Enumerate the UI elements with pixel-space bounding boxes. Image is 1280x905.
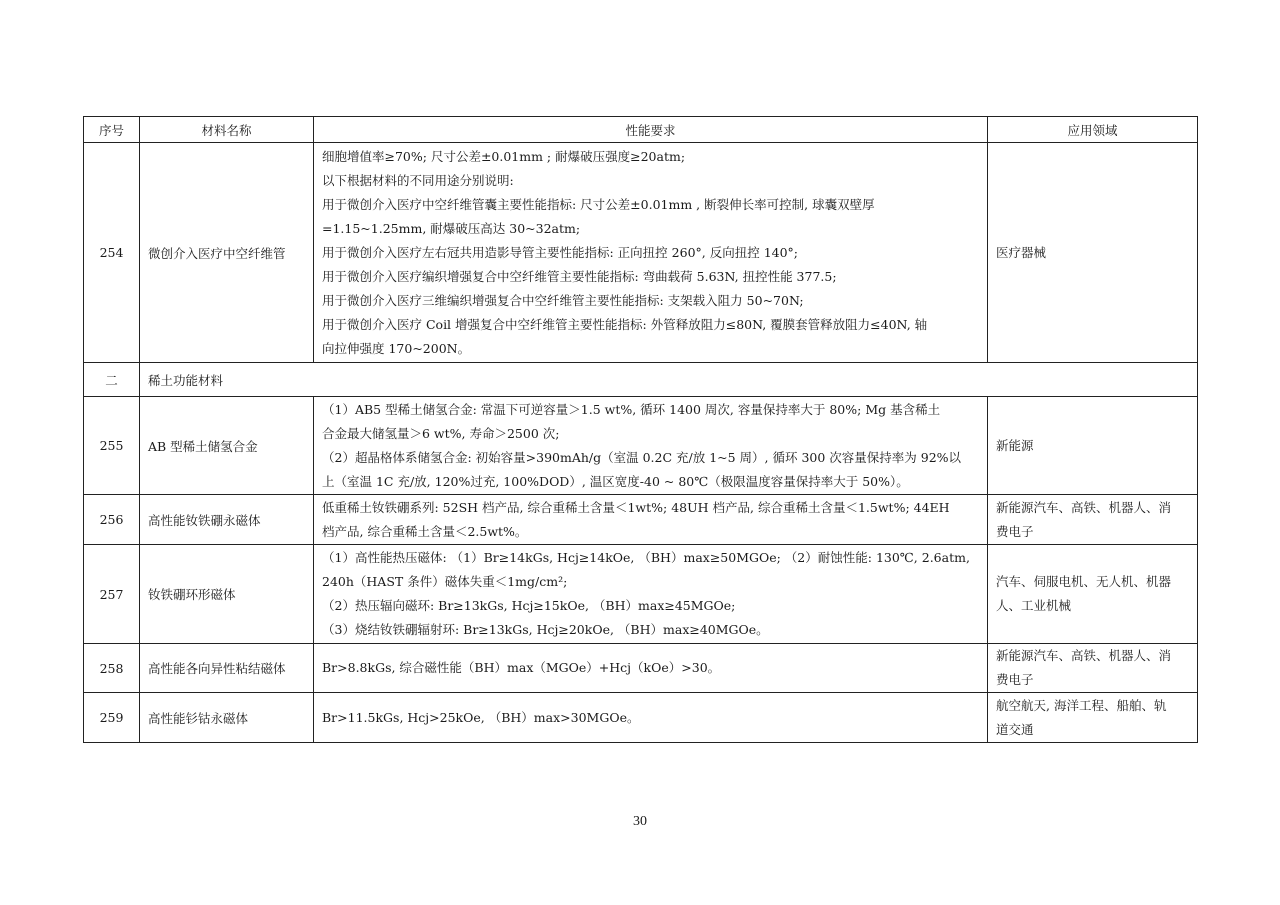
serial-number-cell: 257 (84, 545, 140, 644)
table-row (84, 143, 1198, 363)
application-line: 道交通 (996, 721, 1034, 737)
application-field-cell (988, 545, 1198, 644)
material-name-cell: 钕铁硼环形磁体 (140, 545, 314, 644)
performance-requirements-cell (314, 143, 988, 363)
application-line: 航空航天, 海洋工程、船舶、轨 (996, 697, 1167, 713)
header-serial-number: 序号 (84, 117, 140, 143)
performance-requirements-cell (314, 495, 988, 545)
table-header (84, 117, 1198, 143)
page-number: 30 (633, 814, 647, 829)
section-row (84, 363, 1198, 397)
table-row (84, 495, 1198, 545)
section-title-cell: 稀土功能材料 (140, 363, 1198, 397)
application-line: 新能源 (996, 437, 1034, 453)
requirement-line: 以下根据材料的不同用途分别说明: (322, 172, 514, 188)
application-field-cell (988, 495, 1198, 545)
requirement-line: =1.15~1.25mm, 耐爆破压高达 30~32atm; (322, 220, 581, 236)
application-line: 汽车、伺服电机、无人机、机器 (996, 574, 1172, 589)
application-field-cell (988, 397, 1198, 495)
requirement-line: 向拉伸强度 170~200N。 (322, 340, 471, 356)
table-row (84, 397, 1198, 495)
requirement-line: 用于微创介入医疗中空纤维管囊主要性能指标: 尺寸公差±0.01mm , 断裂伸长率可控制, 球囊双壁厚 (322, 196, 875, 212)
requirement-line: Br>11.5kGs, Hcj>25kOe, （BH）max>30MGOe。 (322, 709, 640, 725)
requirement-line: 低重稀土钕铁硼系列: 52SH 档产品, 综合重稀土含量＜1wt%; 48UH 档产品, 综合重稀土含量＜1.5wt%; 44EH (322, 499, 950, 515)
requirement-line: Br>8.8kGs, 综合磁性能（BH）max（MGOe）+Hcj（kOe）>30。 (322, 660, 721, 675)
material-name-cell: AB 型稀土储氢合金 (140, 397, 314, 495)
header-row (84, 117, 1198, 143)
material-name-cell: 高性能钐钴永磁体 (140, 693, 314, 743)
table-row (84, 545, 1198, 644)
serial-number-cell: 258 (84, 644, 140, 693)
requirement-line: 用于微创介入医疗编织增强复合中空纤维管主要性能指标: 弯曲载荷 5.63N, 扭控性能 377.5; (322, 268, 837, 284)
table-row (84, 693, 1198, 743)
requirement-line: 用于微创介入医疗三维编织增强复合中空纤维管主要性能指标: 支架载入阻力 50~70N; (322, 292, 804, 308)
requirement-line: 细胞增值率≥70%; 尺寸公差±0.01mm ; 耐爆破压强度≥20atm; (322, 148, 686, 164)
requirement-line: 用于微创介入医疗 Coil 增强复合中空纤维管主要性能指标: 外管释放阻力≤80N, 覆膜套管释放阻力≤40N, 轴 (322, 316, 928, 332)
serial-number-cell: 二 (84, 363, 140, 397)
performance-requirements-cell (314, 397, 988, 495)
serial-number-cell: 259 (84, 693, 140, 743)
requirement-line: 合金最大储氢量＞6 wt%, 寿命＞2500 次; (322, 425, 560, 441)
application-line: 费电子 (996, 672, 1034, 687)
application-field-cell (988, 693, 1198, 743)
table-row (84, 644, 1198, 693)
requirement-line: 档产品, 综合重稀土含量＜2.5wt%。 (322, 523, 528, 539)
performance-requirements-cell (314, 644, 988, 693)
application-line: 人、工业机械 (996, 598, 1072, 613)
requirement-line: （1）高性能热压磁体: （1）Br≥14kGs, Hcj≥14kOe, （BH）max≥50MGOe; （2）耐蚀性能: 130℃, 2.6atm, (322, 550, 970, 565)
requirement-line: 240h（HAST 条件）磁体失重＜1mg/cm²; (322, 574, 568, 589)
performance-requirements-cell (314, 545, 988, 644)
material-name-cell: 高性能钕铁硼永磁体 (140, 495, 314, 545)
header-performance-requirements: 性能要求 (314, 117, 988, 143)
requirement-line: 上（室温 1C 充/放, 120%过充, 100%DOD）, 温区宽度-40 ~ 80℃（极限温度容量保持率大于 50%）。 (322, 473, 909, 489)
performance-requirements-cell (314, 693, 988, 743)
table-body (84, 143, 1198, 743)
material-name-cell: 微创介入医疗中空纤维管 (140, 143, 314, 363)
header-application-field: 应用领域 (988, 117, 1198, 143)
serial-number-cell: 256 (84, 495, 140, 545)
application-line: 新能源汽车、高铁、机器人、消 (996, 499, 1172, 515)
application-line: 费电子 (996, 523, 1034, 539)
requirement-line: （3）烧结钕铁硼辐射环: Br≥13kGs, Hcj≥20kOe, （BH）max≥40MGOe。 (322, 622, 769, 637)
header-material-name: 材料名称 (140, 117, 314, 143)
application-field-cell (988, 644, 1198, 693)
material-name-cell: 高性能各向异性粘结磁体 (140, 644, 314, 693)
materials-spec-table (83, 116, 1198, 743)
serial-number-cell: 255 (84, 397, 140, 495)
requirement-line: （2）超晶格体系储氢合金: 初始容量>390mAh/g（室温 0.2C 充/放 1~5 周）, 循环 300 次容量保持率为 92%以 (322, 449, 962, 465)
requirement-line: （1）AB5 型稀土储氢合金: 常温下可逆容量＞1.5 wt%, 循环 1400 周次, 容量保持率大于 80%; Mg 基含稀土 (322, 401, 941, 417)
requirement-line: （2）热压辐向磁环: Br≥13kGs, Hcj≥15kOe, （BH）max≥45MGOe; (322, 598, 736, 613)
application-line: 医疗器械 (996, 244, 1047, 260)
requirement-line: 用于微创介入医疗左右冠共用造影导管主要性能指标: 正向扭控 260°, 反向扭控 140°; (322, 244, 799, 260)
application-field-cell (988, 143, 1198, 363)
serial-number-cell: 254 (84, 143, 140, 363)
application-line: 新能源汽车、高铁、机器人、消 (996, 648, 1172, 663)
